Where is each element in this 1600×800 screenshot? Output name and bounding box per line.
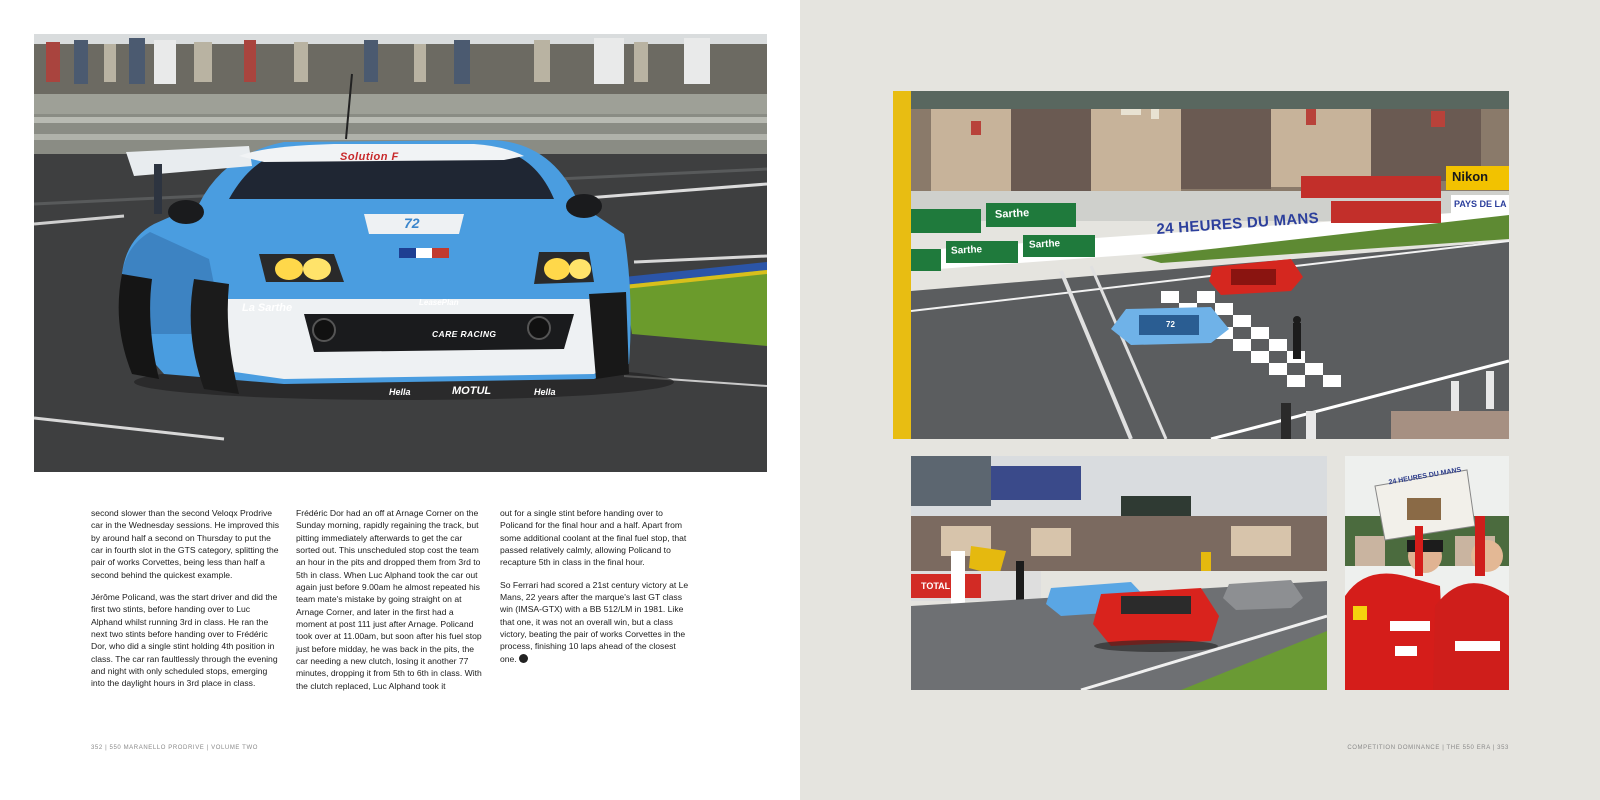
col3-paragraph-1: out for a single stint before handing over to Policand for the final hour and a half. Apart from some additional coolant at the final fuel stop, that passed relatively calmly, allowing Policand to recapture 5th in class in the final hour. xyxy=(500,508,687,568)
trophy-sign-text: 24 HEURES DU MANS xyxy=(1388,466,1462,487)
banner-pays-de-la: PAYS DE LA xyxy=(1454,199,1507,209)
banner-nikon: Nikon xyxy=(1452,169,1489,184)
end-of-chapter-icon xyxy=(519,654,528,663)
text-column-2 xyxy=(296,507,486,702)
col2-paragraph-1: Frédéric Dor had an off at Arnage Corner on the Sunday morning, rapidly regaining the track, but pitting immediately afterwards to get the car sorted out. This unscheduled stop cost the team an hour in the pits and dropped them from 3rd to 5th in class. When Luc Alphand took the car out again just before 9.00am he almost repeated his team mate's mistake by going straight on at Arnage Corner, and later in the first had a moment at post 111 just after Arnage. Policand took over at 11.00am, but soon after his fuel stop just before midday, he was back in the pits, the car needing a new clutch, losing it another 77 minutes, dropping it from 5th to 6th in class. With the clutch replaced, Luc Alphand took it xyxy=(296,508,482,691)
photo-drivers-celebration[interactable] xyxy=(1345,456,1509,690)
photo-parc-ferme-cars[interactable] xyxy=(911,456,1327,690)
col3-paragraph-2 xyxy=(500,579,690,665)
car-sponsor-front: CARE RACING xyxy=(432,329,497,339)
car-sponsor-bumper-left: Hella xyxy=(389,387,411,397)
car-sponsor-top: Solution F xyxy=(340,151,399,163)
right-page xyxy=(800,0,1600,800)
banner-24h-le-mans: 24 HEURES DU MANS xyxy=(1156,209,1320,238)
folio-left: 352 | 550 MARANELLO PRODRIVE | VOLUME TWO xyxy=(91,745,258,751)
text-column-3 xyxy=(500,507,690,675)
banner-sarthe-1: Sarthe xyxy=(994,207,1030,221)
col1-paragraph-2: Jérôme Policand, was the start driver and did the first two stints, before handing over to Luc Alphand whilst running 3rd in class. He ran the next two stints before handing over to Frédéric Dor, who did a single stint holding 4th position in class. The car ran faultlessly through the evening and night with only scheduled stops, emerging into the daylight hours in 3rd place in class. xyxy=(91,592,278,689)
text-column-1 xyxy=(91,507,281,700)
finish-car-number: 72 xyxy=(1166,320,1175,329)
col1-paragraph-1: second slower than the second Veloqx Prodrive car in the Wednesday sessions. He improved this by around half a second on Thursday to put the car in fourth slot in the GTS category, splitting the pair of works Corvettes, being less than half a second behind the quickest example. xyxy=(91,508,280,580)
car-sponsor-lease: LeasePlan xyxy=(419,298,459,307)
car-sponsor-side: La Sarthe xyxy=(242,302,293,314)
col3-paragraph-2-text: So Ferrari had scored a 21st century victory at Le Mans, 22 years after the marque's last GT class win (IMSA-GTX) with a BB 512/LM in 1981. Like that one, it was not an overall win, but a class victory, beating the pair of works Corvettes in the process, finishing 10 laps ahead of the closest one. xyxy=(500,579,689,664)
accent-bar xyxy=(893,91,911,439)
banner-sarthe-2: Sarthe xyxy=(950,244,983,257)
photo-blue-ferrari-on-track[interactable] xyxy=(34,34,767,472)
folio-right: COMPETITION DOMINANCE | THE 550 ERA | 353 xyxy=(1347,745,1509,751)
car-sponsor-bumper-right: Hella xyxy=(534,387,556,397)
banner-sarthe-3: Sarthe xyxy=(1028,238,1061,251)
car-sponsor-bumper-center: MOTUL xyxy=(452,385,492,397)
car-number: 72 xyxy=(404,215,420,231)
banner-total: TOTAL xyxy=(921,581,951,591)
photo-finish-line-aerial[interactable] xyxy=(911,91,1509,439)
